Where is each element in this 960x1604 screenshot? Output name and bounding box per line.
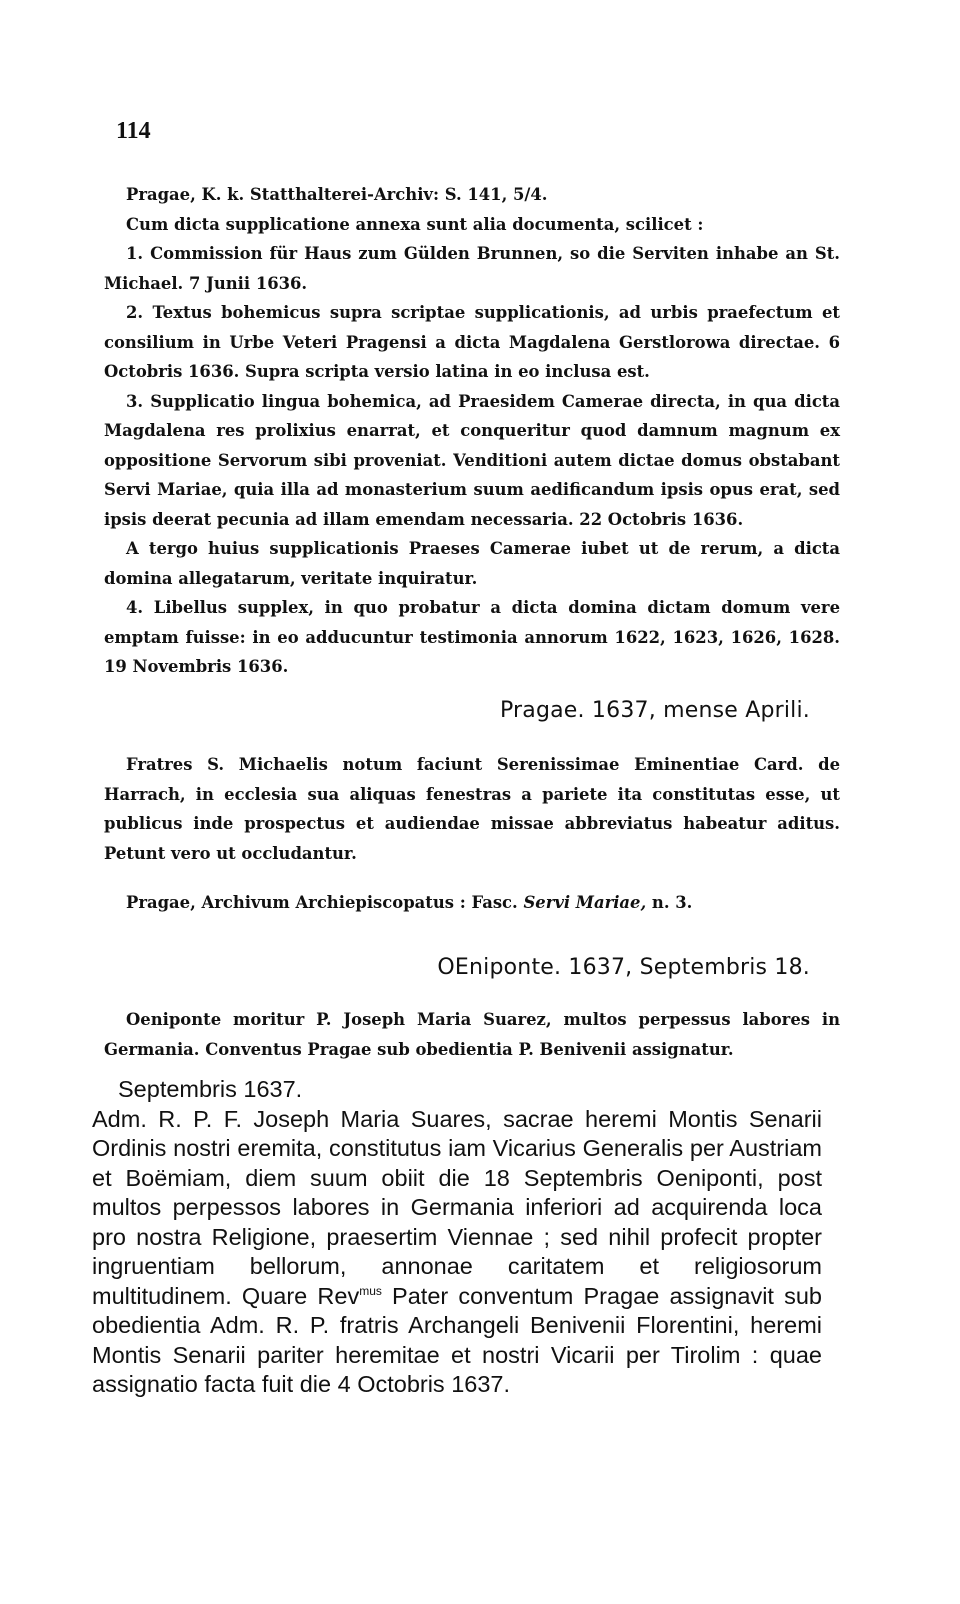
archive-source: Pragae, K. k. Statthalterei-Archiv: S. 141, 5/4. [126,185,548,204]
september-1637-summary [104,1005,840,1064]
section-heading-september-1637: OEniponte. 1637, Septembris 18. [437,955,810,980]
page-number: 114 [116,118,151,144]
document-item-2: 2. Textus bohemicus supra scriptae supplicationis, ad urbis praefectum et consilium in Urbe Veteri Pragensi a dicta Magdalena Gerstlorowa directae. 6 Octobris 1636. Supra scripta versio latina in eo inclusa est. [104,303,840,381]
september-1637-summary-text: Oeniponte moritur P. Joseph Maria Suarez, multos perpessus labores in Germania. Conventus Pragae sub obedientia P. Benivenii assignatur. [104,1010,840,1059]
documents-intro: Cum dicta supplicatione annexa sunt alia documenta, scilicet : [126,214,704,234]
chronicle-text-a: Adm. R. P. F. Joseph Maria Suares, sacrae heremi Montis Senarii Ordinis nostri eremita, constitutus iam Vicarius Generalis per Austriam et Boëmiam, diem suum obiit die 18 Septembris Oeniponti, post multos perpessos labores in Germania inferiori ad acquirenda loca pro nostra Religione, praesertim Viennae ; sed nihil profecit propter ingruentiam bellorum, annonae caritatem et religiosorum multitudinem. Quare Rev [92,1105,822,1309]
chronicle-heading: Septembris 1637. [118,1076,303,1102]
chronicle-superscript: mus [359,1283,382,1298]
document-item-3-note: A tergo huius supplicationis Praeses Camerae iubet ut de rerum, a dicta domina allegatarum, veritate inquiratur. [104,539,840,588]
section-heading-april-1637: Pragae. 1637, mense Aprili. [499,698,810,723]
april-1637-text: Fratres S. Michaelis notum faciunt Serenissimae Eminentiae Card. de Harrach, in ecclesia sua aliquas fenestras a pariete ita constitutas esse, ut publicus inde prospectus et audiendae missae abbreviatus habeatur aditus. Petunt vero ut occludantur. [104,755,840,863]
document-item-3: 3. Supplicatio lingua bohemica, ad Praesidem Camerae directa, in qua dicta Magdalena res prolixius enarrat, et conqueritur quod damnum magnum ex oppositione Servorum sibi proveniat. Venditioni autem dictae domus obstabant Servi Mariae, quia illa ad monasterium suum aedificandum ipsis opus erat, sed ipsis deerat pecunia ad illam emendam necessaria. 22 Octobris 1636. [104,391,840,529]
april-source-prefix: Pragae, Archivum Archiepiscopatus : Fasc. [126,893,524,912]
april-source-italic: Servi Mariae, [523,893,647,912]
chronicle-text-b: Pater conventum Pragae assignavit sub obedientia Adm. R. P. fratris Archangeli Benivenii Florentini, heremi Montis Senarii pariter heremitae et nostri Vicarii per Tirolim : quae assignatio facta fuit die 4 Octobris 1637. [92,1282,822,1397]
april-1637-block [104,750,840,918]
april-source-suffix: n. 3. [646,893,693,912]
document-item-4: 4. Libellus supplex, in quo probatur a dicta domina dictam domum vere emptam fuisse: in eo adducuntur testimonia annorum 1622, 1623, 1626, 1628. 19 Novembris 1636. [104,598,840,676]
april-1637-source [104,888,840,918]
chronicle-extract [92,1075,822,1400]
document-item-1: 1. Commission für Haus zum Gülden Brunnen, so die Serviten inhabe an St. Michael. 7 Junii 1636. [104,244,840,293]
archive-note-block [104,180,840,682]
chronicle-text [92,1105,822,1400]
